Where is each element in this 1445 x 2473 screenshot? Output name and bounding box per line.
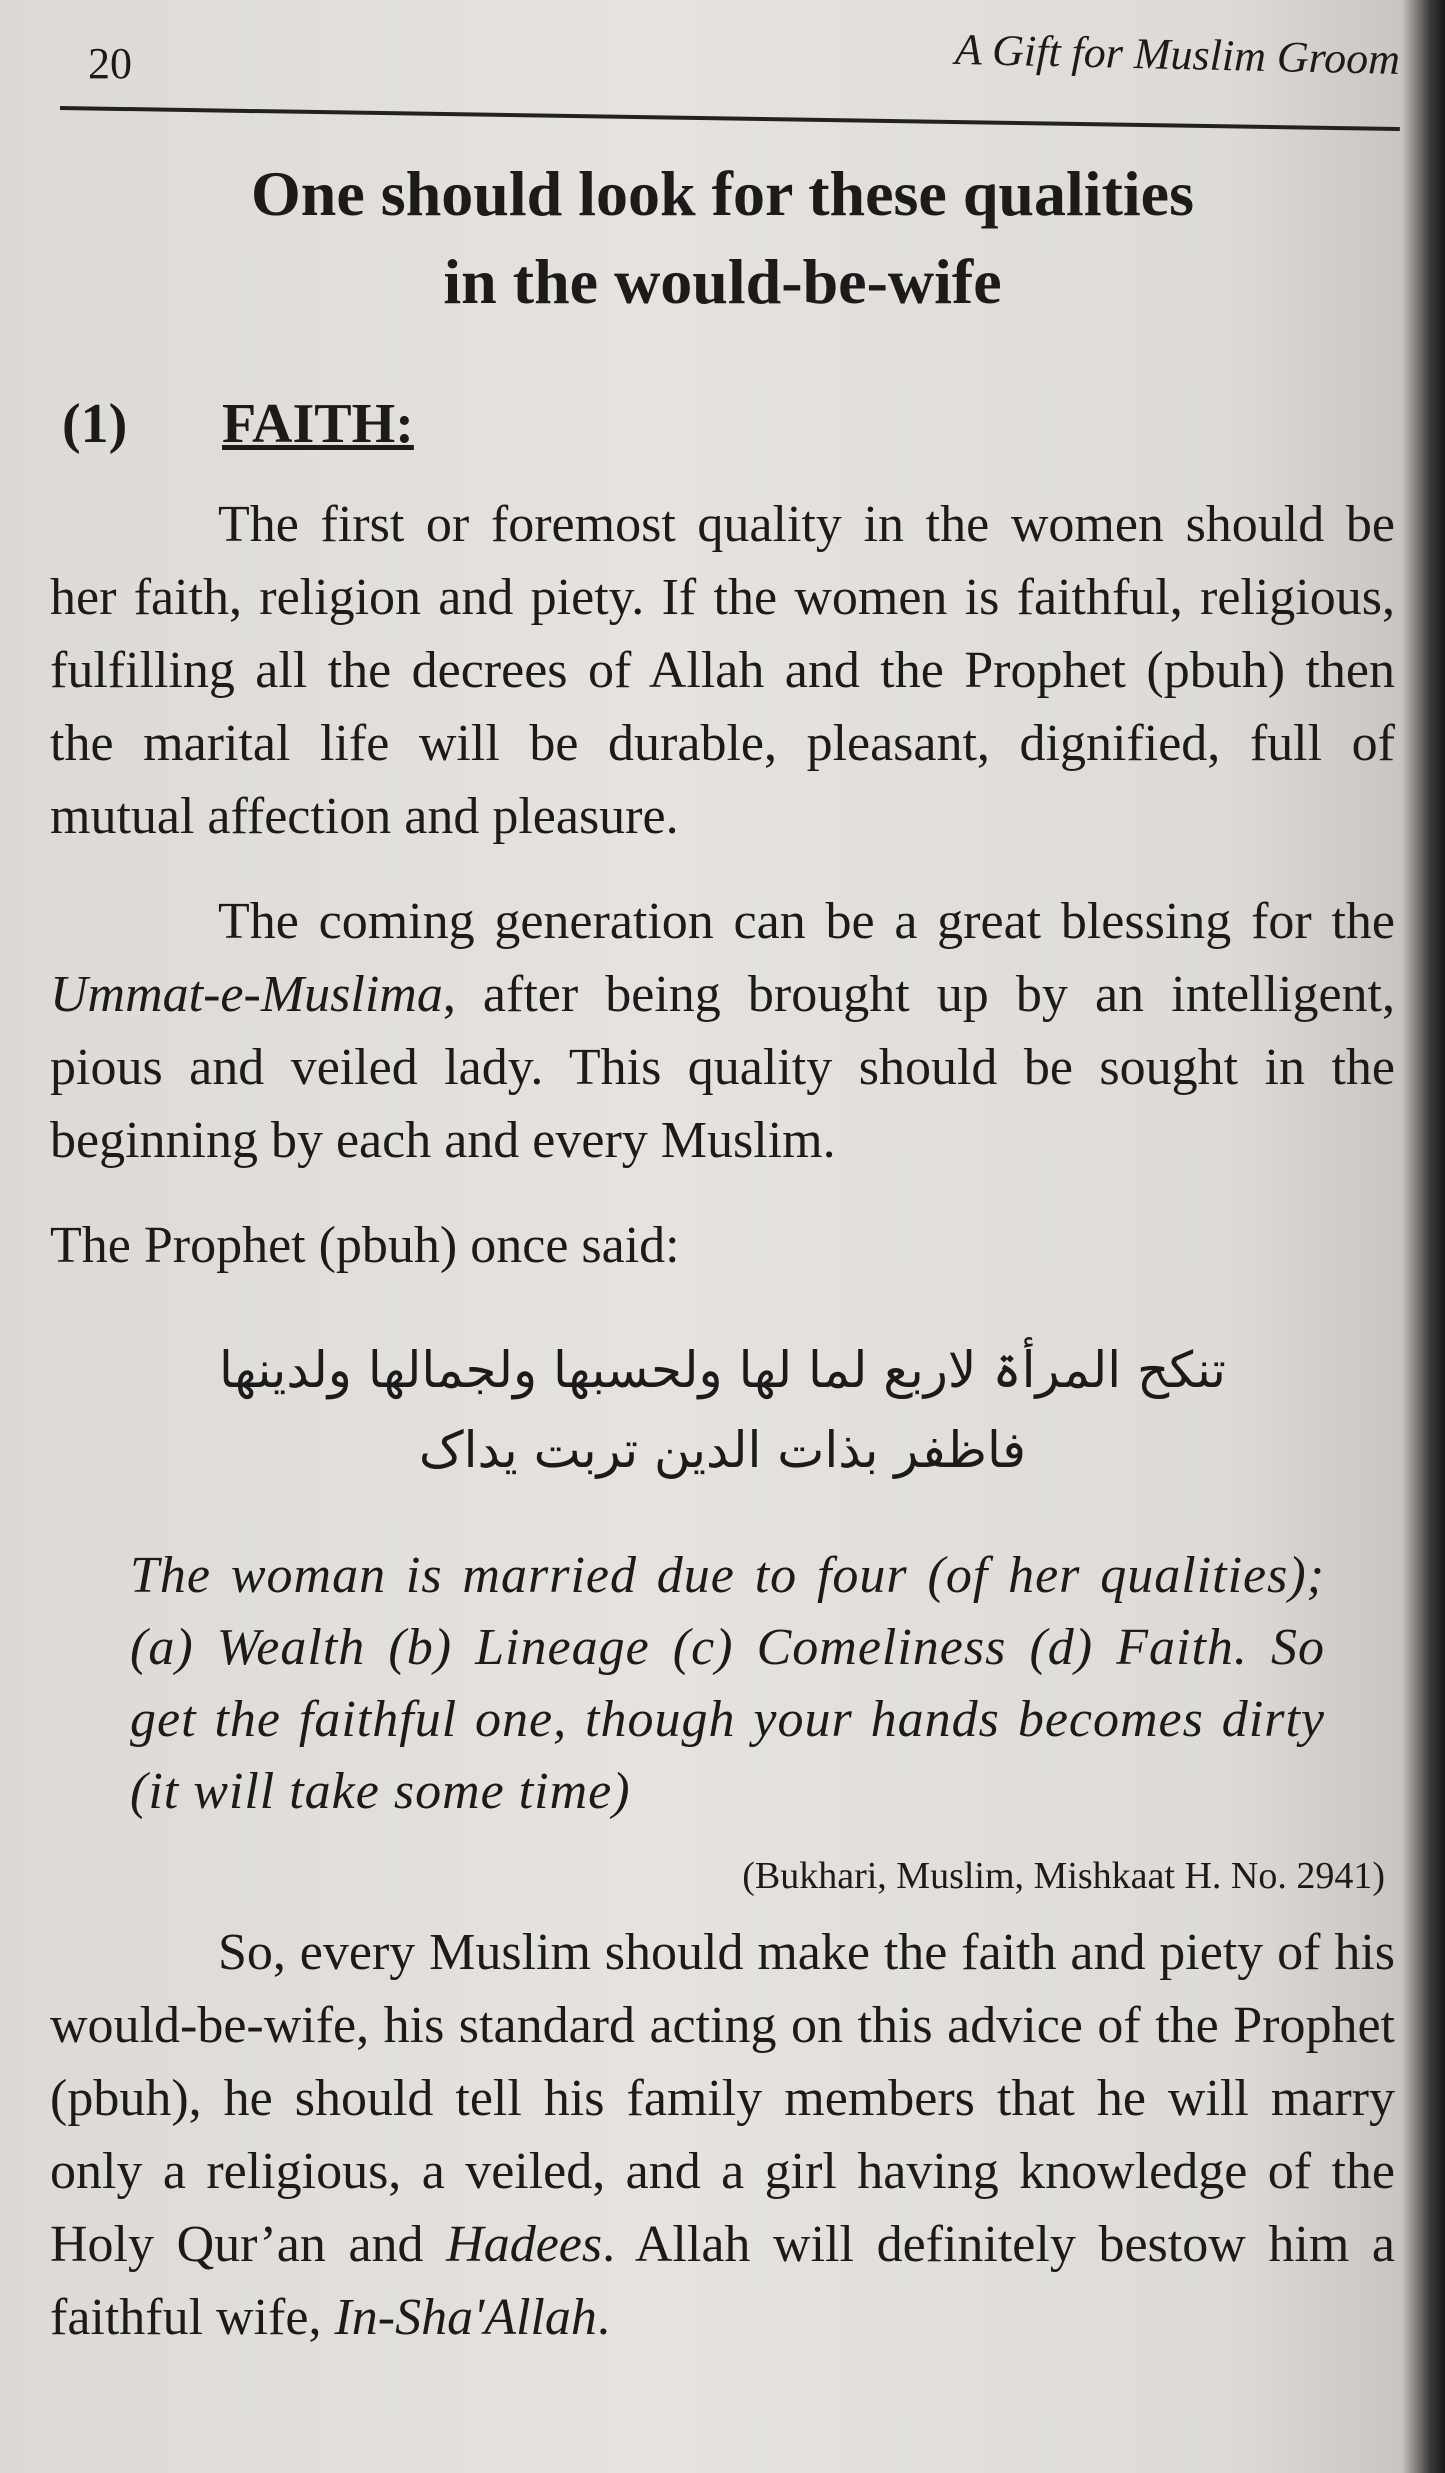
page-content: [50, 150, 1395, 2354]
arabic-hadith: [50, 1330, 1395, 1490]
section-label: FAITH:: [222, 393, 414, 455]
paragraph-generation: [50, 885, 1395, 1177]
chapter-title: [50, 150, 1395, 326]
paragraph-generation-italic: Ummat-e-Muslima: [50, 966, 443, 1023]
header-rule: [60, 106, 1400, 131]
chapter-title-line1: One should look for these qualities: [251, 158, 1194, 229]
arabic-line1: تنکح المرأۃ لاربع لما لھا ولحسبھا ولجمالھا ولدینھا: [219, 1341, 1226, 1399]
paragraph-faith-intro: The first or foremost quality in the women should be her faith, religion and piety. If the women is faithful, religious, fulfilling all the decrees of Allah and the Prophet (pbuh) then the marital life will be durable, pleasant, dignified, full of mutual affection and pleasure.: [50, 496, 1395, 845]
hadith-translation: The woman is married due to four (of her qualities); (a) Wealth (b) Lineage (c) Comeliness (d) Faith. So get the faithful one, though your hands becomes dirty (it will take some time): [130, 1547, 1325, 1820]
paragraph-conclusion-part3: .: [596, 2289, 610, 2346]
paragraph-conclusion-part2: . Allah will definitely bestow him a faithful wife,: [50, 2216, 1396, 2346]
paragraph-generation-part2: , after being brought up by an intelligent, pious and veiled lady. This quality should be sought in the beginning by each and every Muslim.: [50, 966, 1395, 1169]
arabic-line2: فاظفر بذات الدین تربت یداک: [418, 1421, 1027, 1479]
page-number: 20: [88, 39, 132, 88]
running-title: A Gift for Muslim Groom: [954, 24, 1401, 84]
paragraph-generation-part1: The coming generation can be a great blessing for the: [218, 893, 1395, 950]
paragraph-conclusion-part1: So, every Muslim should make the faith and piety of his would-be-wife, his standard acting on this advice of the Prophet (pbuh), he should tell his family members that he will marry only a religious, a veiled, and a girl having knowledge of the Holy Qur’an and: [50, 1924, 1395, 2273]
section-heading: [62, 392, 1395, 456]
page-header: [60, 20, 1400, 115]
chapter-title-line2: in the would-be-wife: [443, 246, 1002, 317]
paragraph-conclusion-italic1: Hadees: [446, 2216, 603, 2273]
prophet-said-line: The Prophet (pbuh) once said:: [50, 1217, 680, 1274]
paragraph-conclusion-italic2: In-Sha'Allah: [334, 2289, 597, 2346]
hadith-reference: (Bukhari, Muslim, Mishkaat H. No. 2941): [742, 1855, 1385, 1897]
section-number: (1): [62, 393, 128, 455]
paragraph-conclusion: [50, 1916, 1395, 2354]
